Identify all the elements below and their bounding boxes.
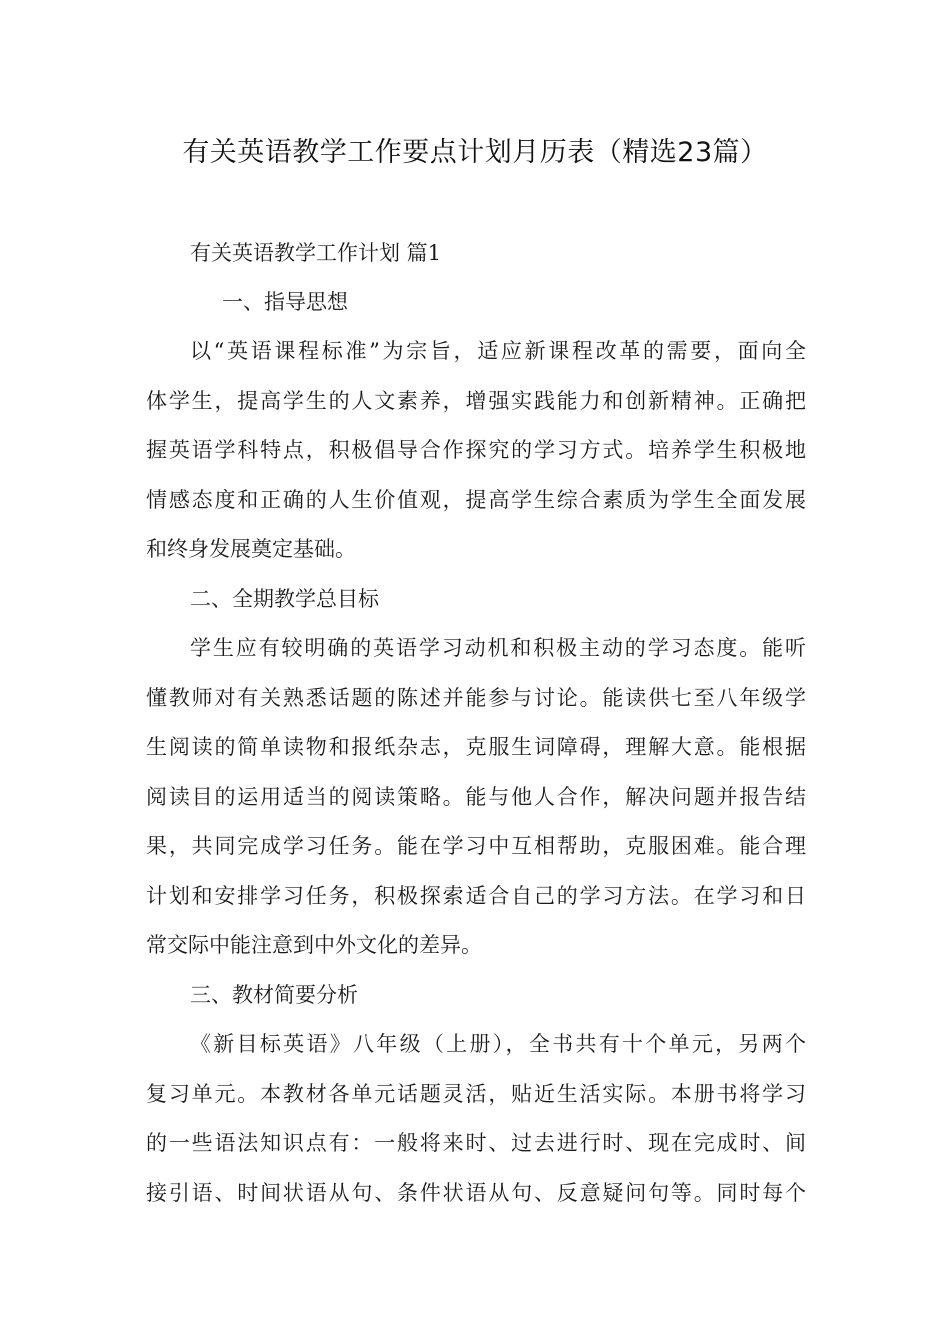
paragraph-line: 和终身发展奠定基础。 <box>146 537 356 561</box>
paragraph-line: 果，共同完成学习任务。能在学习中互相帮助，克服困难。能合理 <box>146 834 806 858</box>
paragraph-line: 学生应有较明确的英语学习动机和积极主动的学习态度。能听 <box>190 636 806 660</box>
paragraph-line: 《新目标英语》八年级（上册），全书共有十个单元，另两个 <box>190 1032 806 1056</box>
paragraph-line: 复习单元。本教材各单元话题灵活，贴近生活实际。本册书将学习 <box>146 1082 806 1106</box>
paragraph-line: 的一些语法知识点有：一般将来时、过去进行时、现在完成时、间 <box>146 1131 806 1155</box>
paragraph-line: 体学生，提高学生的人文素养，增强实践能力和创新精神。正确把 <box>146 389 806 413</box>
section-heading-guiding-ideology: 一、指导思想 <box>222 290 348 314</box>
paragraph-line: 握英语学科特点，积极倡导合作探究的学习方式。培养学生积极地 <box>146 438 806 462</box>
paragraph-line: 懂教师对有关熟悉话题的陈述并能参与讨论。能读供七至八年级学 <box>146 686 806 710</box>
document-title: 有关英语教学工作要点计划月历表（精选23篇） <box>182 137 768 168</box>
article-heading: 有关英语教学工作计划 篇1 <box>190 241 442 265</box>
paragraph-line: 阅读目的运用适当的阅读策略。能与他人合作，解决问题并报告结 <box>146 785 806 809</box>
paragraph-line: 常交际中能注意到中外文化的差异。 <box>146 933 482 957</box>
section-heading-textbook-analysis: 三、教材简要分析 <box>190 983 358 1007</box>
paragraph-line: 接引语、时间状语从句、条件状语从句、反意疑问句等。同时每个 <box>146 1181 806 1205</box>
paragraph-line: 计划和安排学习任务，积极探索适合自己的学习方法。在学习和日 <box>146 884 806 908</box>
paragraph-line: 生阅读的简单读物和报纸杂志，克服生词障碍，理解大意。能根据 <box>146 735 806 759</box>
paragraph-line: 以“英语课程标准”为宗旨，适应新课程改革的需要，面向全 <box>190 339 806 363</box>
paragraph-line: 情感态度和正确的人生价值观，提高学生综合素质为学生全面发展 <box>146 488 806 512</box>
section-heading-teaching-goals: 二、全期教学总目标 <box>190 587 379 611</box>
